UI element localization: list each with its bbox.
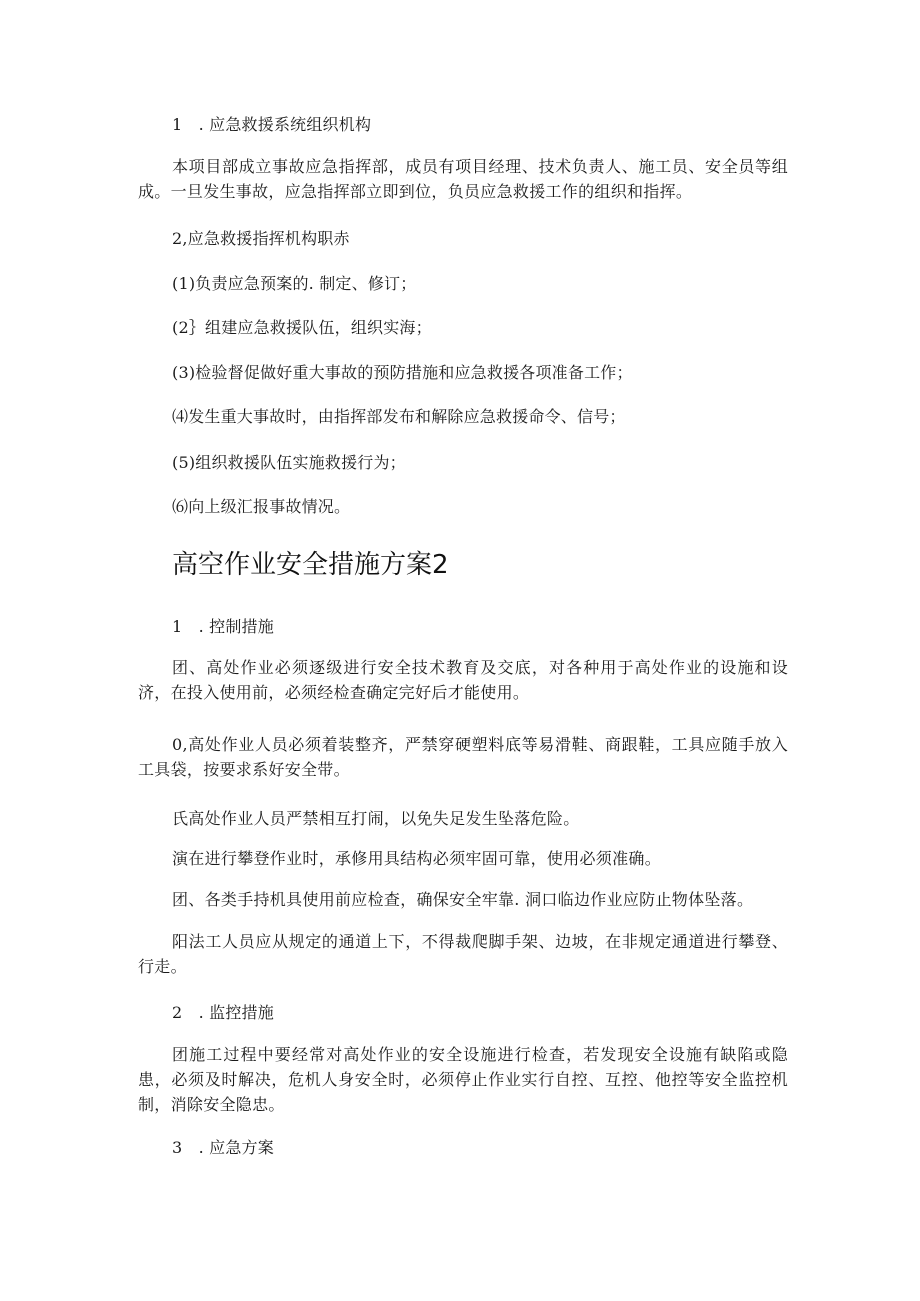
part1-paragraph-1: 团、高处作业必须逐级进行安全技术教育及交底，对各种用于高处作业的设施和设济，在投入使用前，必须经检查确定完好后才能使用。 <box>138 658 788 702</box>
part3-heading: 3 . 应急方案 <box>172 1138 274 1157</box>
part2-paragraph: 团施工过程中要经常对高处作业的安全设施进行检查，若发现安全设施有缺陷或隐患，必须及时解决，危机人身安全时，必须停止作业实行自控、互控、他控等安全监控机制，消除安全隐忠。 <box>138 1045 788 1114</box>
duty-item-1: (1)负责应急预案的. 制定、修订； <box>172 274 417 293</box>
duty-item-5: (5)组织救援队伍实施救援行为； <box>172 453 406 472</box>
section1-heading: 1 . 应急救援系统组织机构 <box>172 115 372 134</box>
part2-heading: 2 . 监控措施 <box>172 1003 274 1022</box>
part1-paragraph-6: 阳法工人员应从规定的通道上下，不得裁爬脚手架、边坡，在非规定通道进行攀登、行走。 <box>138 932 788 976</box>
section1-paragraph: 本项目部成立事故应急指挥部，成员有项目经理、技术负责人、施工员、安全员等组成。一旦发生事故，应急指挥部立即到位，负员应急救援工作的组织和指挥。 <box>138 157 788 201</box>
part1-paragraph-2: 0,高处作业人员必须着装整齐，严禁穿硬塑料底等易滑鞋、商跟鞋，工具应随手放入工具袋，按要求系好安全带。 <box>138 735 788 779</box>
part1-paragraph-4: 演在进行攀登作业时，承修用具结构必须牢固可靠，使用必须准确。 <box>172 849 662 868</box>
duty-item-4: ⑷发生重大事故时，由指挥部发布和解除应急救援命令、信号； <box>172 407 626 426</box>
duty-item-6: ⑹向上级汇报事故情况。 <box>172 497 351 516</box>
section2-heading: 2,应急救援指挥机构职赤 <box>172 229 350 248</box>
duty-item-2: (2｝组建应急救援队伍，组织实海； <box>172 318 432 337</box>
part1-paragraph-3: 氏高处作业人员严禁相互打闹，以免失足发生坠落危险。 <box>172 809 580 828</box>
part1-paragraph-5: 团、各类手持机具使用前应检查，确保安全牢靠. 洞口临边作业应防止物体坠落。 <box>172 890 754 909</box>
part1-heading: 1 . 控制措施 <box>172 617 274 636</box>
duty-item-3: (3)检验督促做好重大事故的预防措施和应急救援各项准备工作； <box>172 363 633 382</box>
document-title: 高空作业安全措施方案2 <box>172 550 449 580</box>
